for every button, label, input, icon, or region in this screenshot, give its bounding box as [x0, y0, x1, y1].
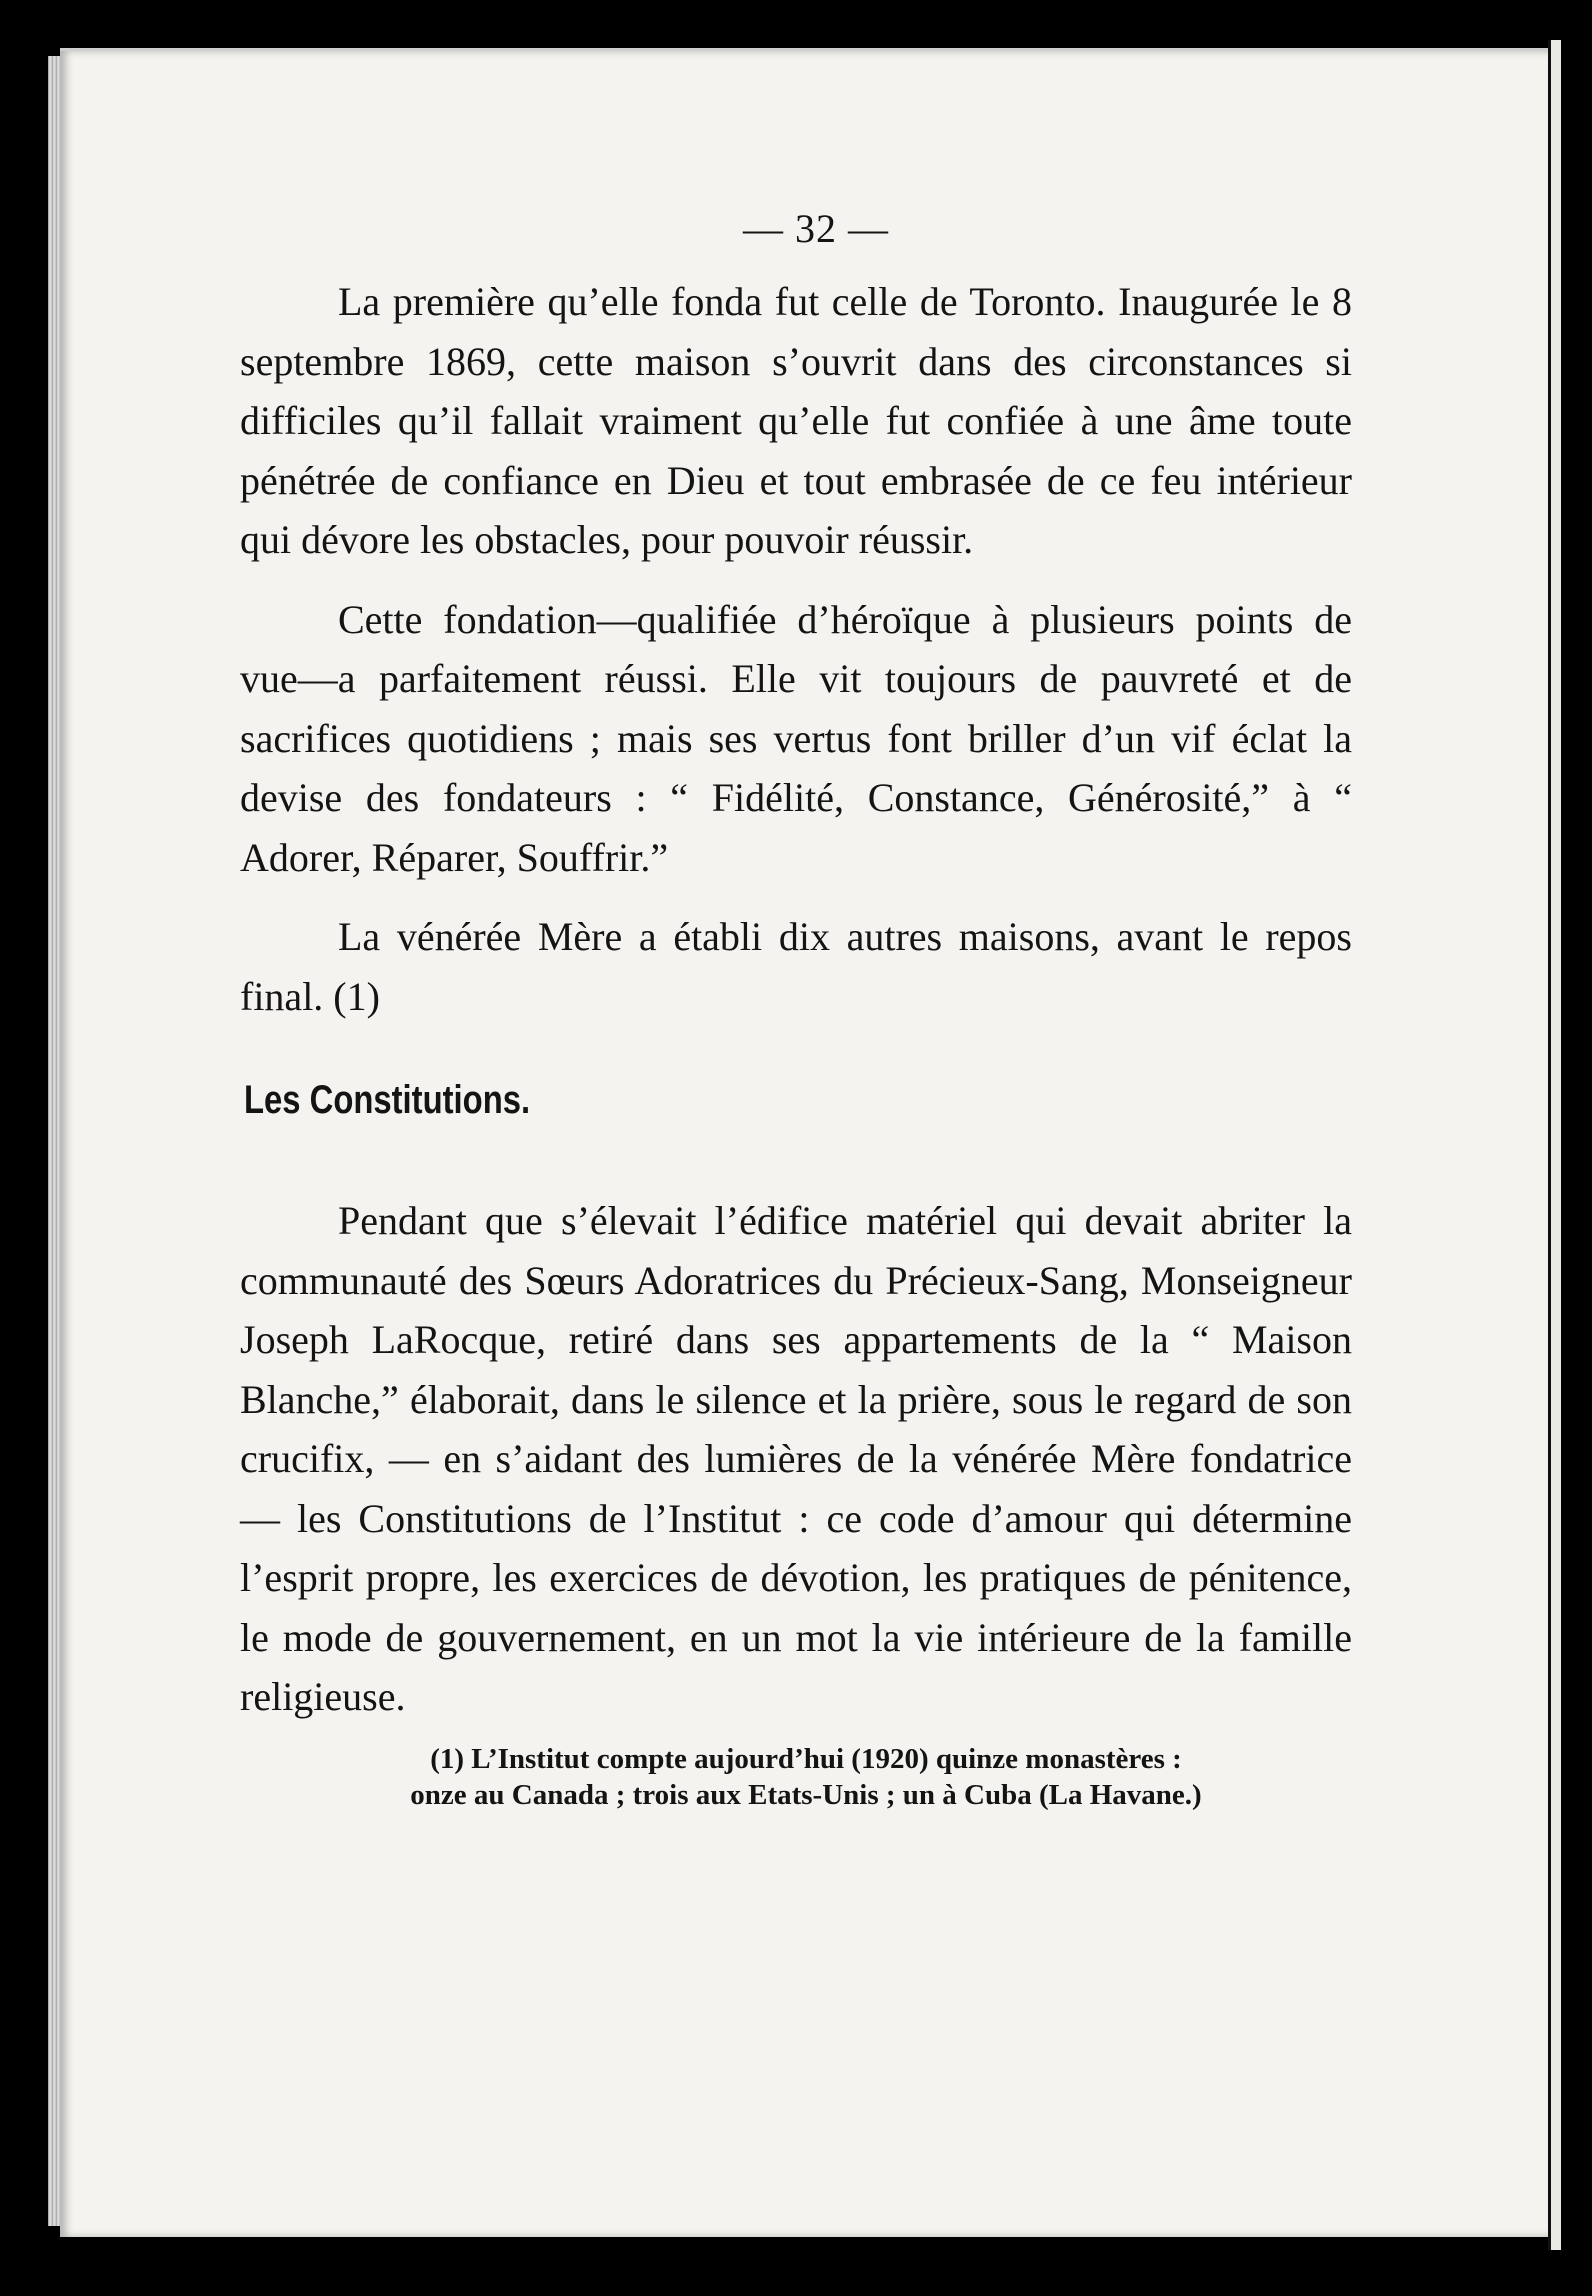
paragraph-fondation: Cette fondation—qualifiée d’héroïque à plusieurs points de vue—a parfaitement réussi. Elle vit toujours de pauvreté et de sacrifices quotidiens ; mais ses vertus font briller d’un vif éclat la devise des fondateurs : “ Fidélité, Constance, Générosité,” à “ Adorer, Réparer, Souffrir.” [240, 596, 1352, 880]
section-heading: Les Constitutions. [244, 1078, 531, 1122]
paragraph-constitutions: Pendant que s’élevait l’édifice matériel qui devait abriter la communauté des Sœurs Adoratrices du Précieux-Sang, Monseigneur Joseph LaRocque, retiré dans ses appartements de la “ Maison Blanche,” élaborait, dans le silence et la prière, sous le regard de son crucifix, — en s’aidant des lumières de la vénérée Mère fondatrice — les Constitutions de l’Institut : ce code d’amour qui détermine l’esprit propre, les exercices de dévotion, les pratiques de pénitence, le mode de gouvernement, en un mot la vie intérieure de la famille religieuse. [240, 1198, 1352, 1719]
page-number: — 32 — [743, 206, 889, 251]
facing-page-edge [1548, 40, 1561, 2250]
footnote-line-2: onze au Canada ; trois aux Etats-Unis ; un à Cuba (La Havane.) [410, 1778, 1202, 1811]
footnote [240, 1741, 1352, 1813]
page-content [240, 205, 1352, 1813]
paragraph-maisons: La vénérée Mère a établi dix autres maisons, avant le repos final. (1) [240, 914, 1352, 1019]
footnote-line-1: (1) L’Institut compte aujourd’hui (1920) quinze monastères : [430, 1742, 1182, 1775]
paragraph-toronto: La première qu’elle fonda fut celle de Toronto. Inaugurée le 8 septembre 1869, cette maison s’ouvrit dans des circonstances si difficiles qu’il fallait vraiment qu’elle fut confiée à une âme toute pénétrée de confiance en Dieu et tout embrasée de ce feu intérieur qui dévore les obstacles, pour pouvoir réussir. [240, 279, 1352, 562]
